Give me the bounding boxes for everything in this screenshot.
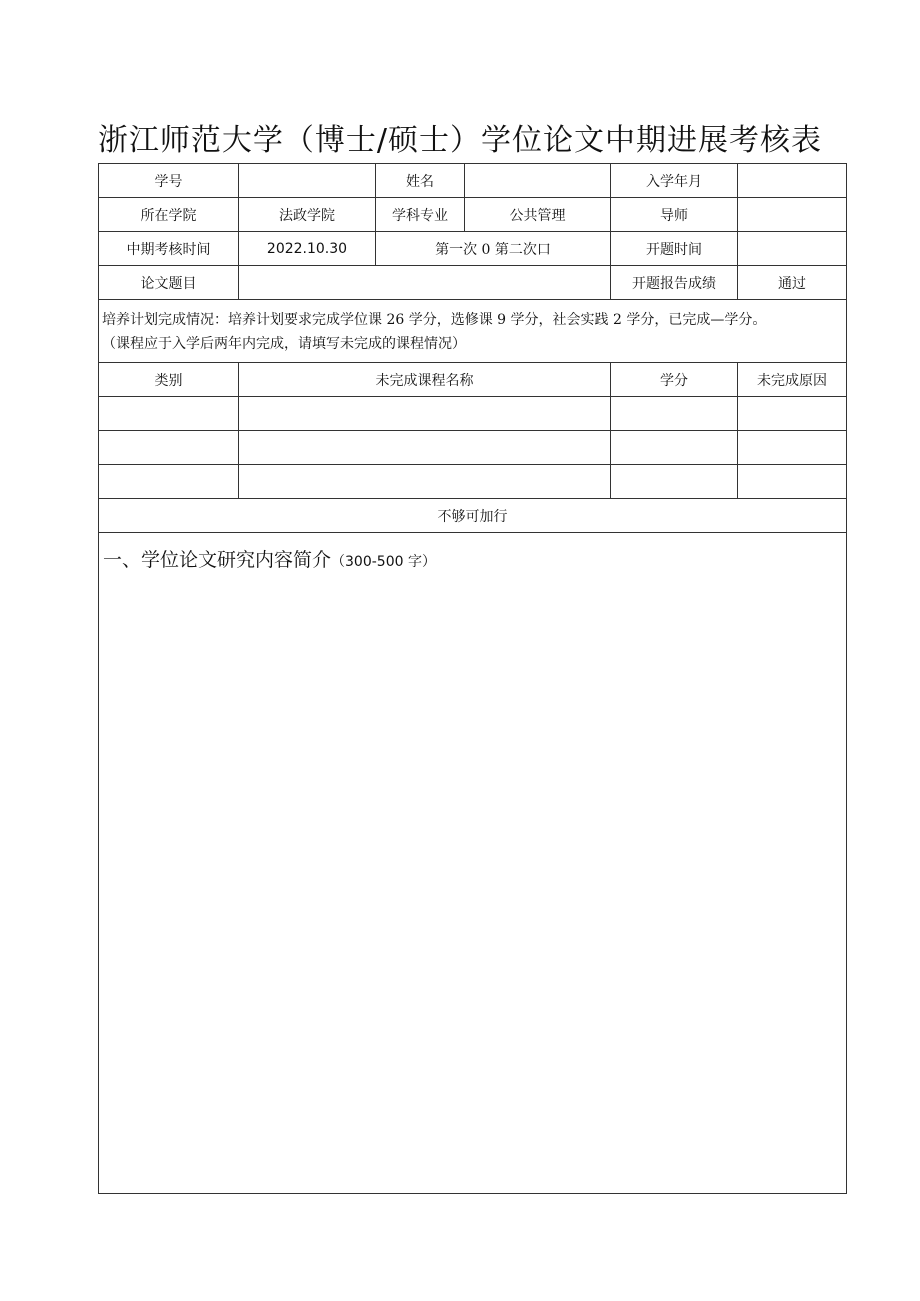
course-header-credit: 学分 [611, 363, 738, 397]
add-rows-row [99, 499, 847, 533]
major-label: 学科专业 [376, 198, 465, 232]
training-plan-text: 培养计划完成情况：培养计划要求完成学位课 26 学分，选修课 9 学分，社会实践 2 学分，已完成—学分。 [102, 312, 767, 328]
section-1-row [99, 533, 847, 1194]
research-summary-area[interactable] [99, 533, 847, 1194]
student-id-label: 学号 [99, 164, 239, 198]
course-name-field[interactable] [239, 397, 611, 431]
course-header-category: 类别 [99, 363, 239, 397]
course-header-reason: 未完成原因 [738, 363, 847, 397]
course-header-name: 未完成课程名称 [239, 363, 611, 397]
section-1-word-limit: （300-500 字） [331, 554, 436, 570]
course-reason-field[interactable] [738, 397, 847, 431]
thesis-title-label: 论文题目 [99, 266, 239, 300]
course-reason-field[interactable] [738, 431, 847, 465]
course-reason-field[interactable] [738, 465, 847, 499]
course-credit-field[interactable] [611, 431, 738, 465]
attempt-choice[interactable]: 第一次 0 第二次口 [376, 232, 611, 266]
review-time-label: 中期考核时间 [99, 232, 239, 266]
table-row [99, 397, 847, 431]
training-plan-cell [99, 300, 847, 363]
course-category-field[interactable] [99, 397, 239, 431]
enroll-date-field[interactable] [738, 164, 847, 198]
name-field[interactable] [465, 164, 611, 198]
advisor-label: 导师 [611, 198, 738, 232]
course-category-field[interactable] [99, 431, 239, 465]
major-field[interactable]: 公共管理 [465, 198, 611, 232]
thesis-title-field[interactable] [239, 266, 611, 300]
course-credit-field[interactable] [611, 465, 738, 499]
course-name-field[interactable] [239, 431, 611, 465]
student-id-field[interactable] [239, 164, 376, 198]
training-plan-note: （课程应于入学后两年内完成，请填写未完成的课程情况） [102, 336, 466, 352]
form-row-plan [99, 300, 847, 363]
college-label: 所在学院 [99, 198, 239, 232]
proposal-time-label: 开题时间 [611, 232, 738, 266]
form-row-review-time [99, 232, 847, 266]
course-name-field[interactable] [239, 465, 611, 499]
form-row-college [99, 198, 847, 232]
enroll-date-label: 入学年月 [611, 164, 738, 198]
course-table-header [99, 363, 847, 397]
form-title: 浙江师范大学（博士/硕士）学位论文中期进展考核表 [97, 123, 823, 158]
course-credit-field[interactable] [611, 397, 738, 431]
review-time-field[interactable]: 2022.10.30 [239, 232, 376, 266]
midterm-review-form [98, 163, 847, 1194]
course-category-field[interactable] [99, 465, 239, 499]
table-row [99, 431, 847, 465]
proposal-score-label: 开题报告成绩 [611, 266, 738, 300]
college-field[interactable]: 法政学院 [239, 198, 376, 232]
advisor-field[interactable] [738, 198, 847, 232]
form-row-thesis [99, 266, 847, 300]
table-row [99, 465, 847, 499]
proposal-time-field[interactable] [738, 232, 847, 266]
section-1-title: 一、学位论文研究内容简介 [103, 549, 332, 571]
name-label: 姓名 [376, 164, 465, 198]
form-row-basic-info [99, 164, 847, 198]
add-rows-note: 不够可加行 [99, 499, 847, 533]
proposal-score-field[interactable]: 通过 [738, 266, 847, 300]
